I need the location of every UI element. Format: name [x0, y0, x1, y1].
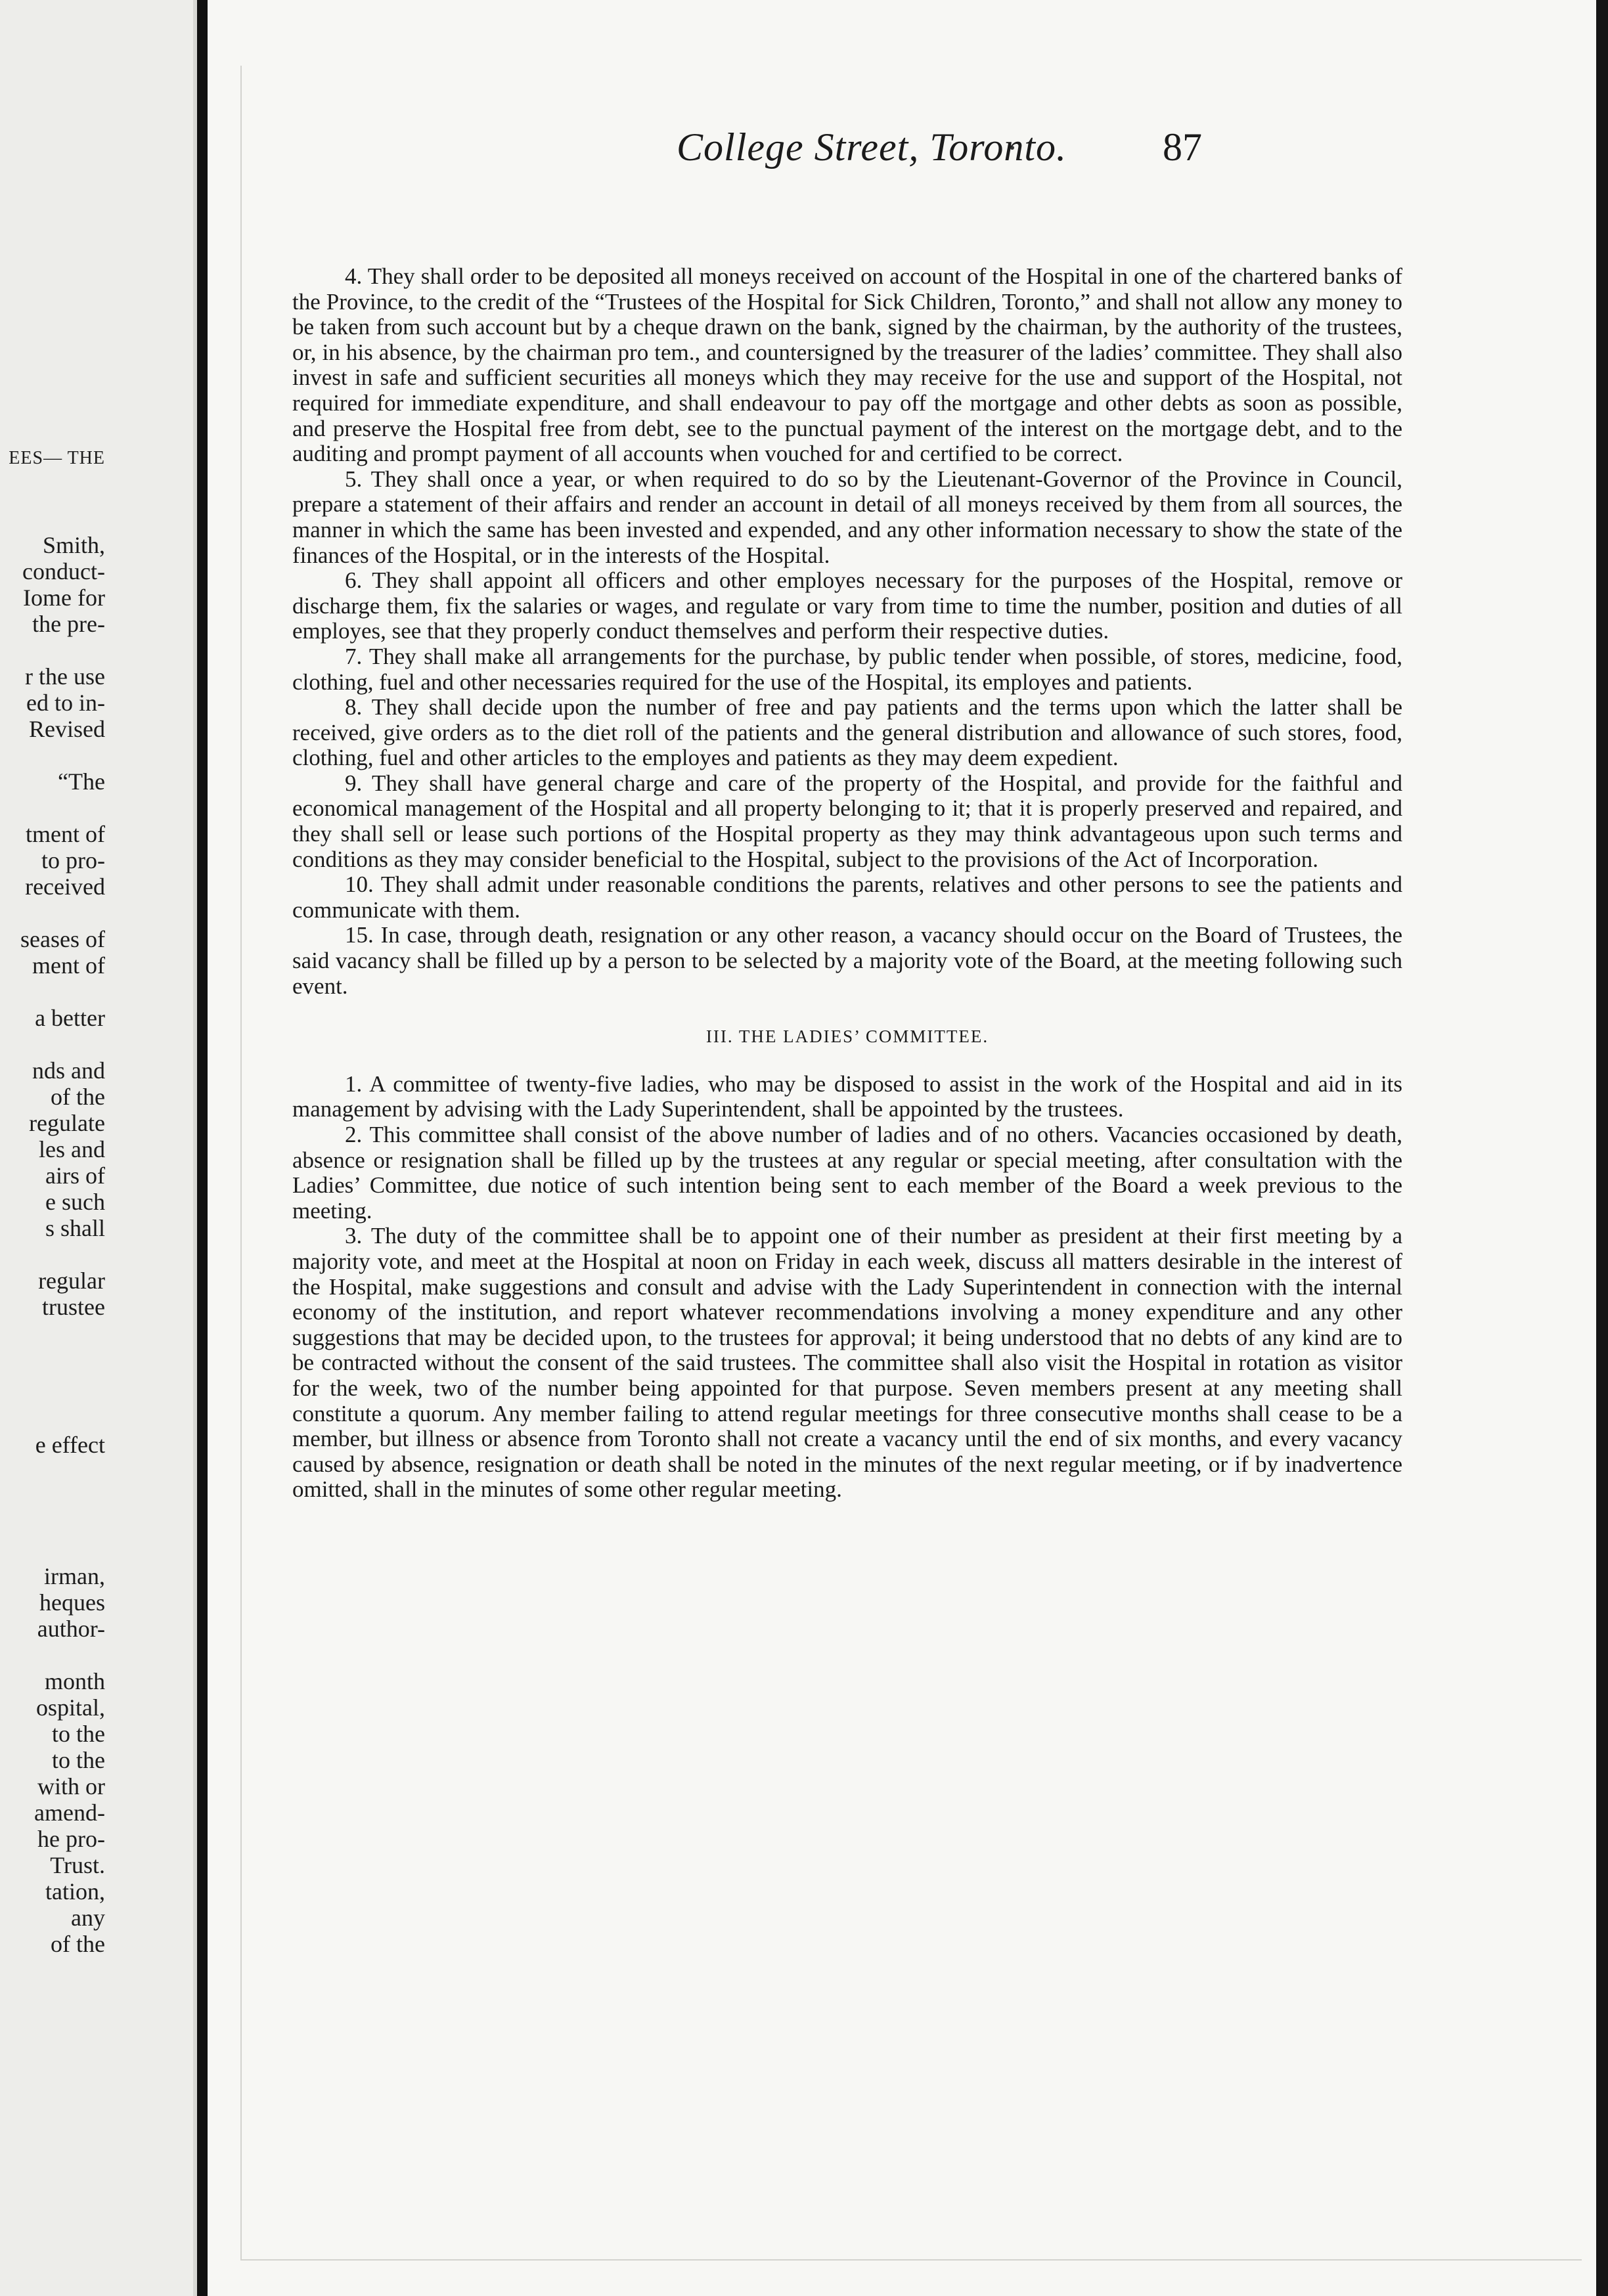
facing-page-fragment: Iome for	[23, 585, 105, 611]
paragraph: 7. They shall make all arrangements for the purchase, by public tender when possible, of stores, medicine, food, clothing, fuel and other necessaries required for the use of the Hospital, its employes and patients.	[292, 643, 1402, 695]
paragraph: 10. They shall admit under reasonable conditions the parents, relatives and other persons to see the patients and communicate with them.	[292, 872, 1402, 923]
facing-page-fragment: EES— THE	[9, 448, 105, 468]
facing-page-text	[0, 0, 197, 2296]
paragraph: 3. The duty of the committee shall be to appoint one of their number as president at their first meeting by a majority vote, and meet at the Hospital at noon on Friday in each week, discuss all matters desirable in the interest of the Hospital, make suggestions and consult and advise with the Lady Superintendent in connection with the internal economy of the institution, and report whatever recommendations involving a money expenditure and any other suggestions that may be decided upon, to the trustees for approval; it being understood that no debts of any kind are to be contracted without the consent of the said trustees. The committee shall also visit the Hospital in rotation as visitor for the week, two of the number being appointed for that purpose. Seven members present at any meeting shall constitute a quorum. Any member failing to attend regular meetings for three consecutive months shall cease to be a member, but illness or absence from Toronto shall not create a vacancy until the end of six months, and every vacancy caused by absence, resignation or death shall be noted in the minutes of the next regular meeting, or if by inadvertence omitted, shall in the minutes of some other regular meeting.	[292, 1223, 1402, 1503]
facing-page-fragment: with or	[37, 1773, 105, 1799]
facing-page-fragment: ospital,	[36, 1694, 105, 1721]
facing-page-fragment: of the	[51, 1931, 105, 1957]
facing-page-fragment: author-	[37, 1616, 105, 1642]
facing-page-fragment: month	[44, 1668, 105, 1694]
facing-page-fragment: heques	[39, 1589, 105, 1616]
paragraph: 2. This committee shall consist of the above number of ladies and of no others. Vacancies occasioned by death, absence or resignation shall be filled up by the trustees at any regular or special meeting, after consultation with the Ladies’ Committee, due notice of such intention being sent to each member of the Board a week previous to the meeting.	[292, 1122, 1402, 1224]
paragraph: 1. A committee of twenty-five ladies, who may be disposed to assist in the work of the Hospital and aid in its management by advising with the Lady Superintendent, shall be appointed by the trustees.	[292, 1071, 1402, 1122]
facing-page-fragment: to the	[52, 1747, 105, 1773]
paragraph: 15. In case, through death, resignation or any other reason, a vacancy should occur on the Board of Trustees, the said vacancy shall be filled up by a person to be selected by a majority vote of the Board, at the meeting following such event.	[292, 922, 1402, 999]
facing-page-fragment: Trust.	[50, 1852, 105, 1878]
facing-page-fragment: ed to in-	[26, 690, 105, 716]
facing-page-fragment: received	[25, 873, 105, 900]
facing-page-fragment: e effect	[35, 1432, 105, 1458]
paragraph: 6. They shall appoint all officers and other employes necessary for the purposes of the Hospital, remove or discharge them, fix the salaries or wages, and regulate or vary from time to time the number, position and duties of all employes, see that they properly conduct themselves and perform their respective duties.	[292, 567, 1402, 644]
facing-page-fragment: trustee	[42, 1294, 105, 1320]
page-gutter-shadow	[197, 0, 208, 2296]
facing-page-fragment: e such	[45, 1189, 105, 1215]
facing-page-fragment: les and	[39, 1136, 105, 1162]
running-head: College Street, Toronto.	[677, 125, 1067, 169]
facing-page-fragment: seases of	[20, 926, 105, 952]
facing-page-fragment: of the	[51, 1084, 105, 1110]
facing-page-fragment: regular	[38, 1268, 105, 1294]
facing-page-fragment: to the	[52, 1721, 105, 1747]
page-right-edge	[1596, 0, 1608, 2296]
page-number: 87	[1163, 125, 1202, 169]
paragraph: 8. They shall decide upon the number of free and pay patients and the terms upon which the latter shall be received, give orders as to the diet roll of the patients and the general distribution and allowance of such stores, food, clothing, fuel and other articles to the employes and patients as they may deem expedient.	[292, 694, 1402, 771]
facing-page-fragment: tation,	[45, 1878, 105, 1905]
facing-page-fragment: regulate	[29, 1110, 105, 1136]
facing-page-fragment: nds and	[32, 1057, 105, 1084]
facing-page-fragment: airs of	[45, 1162, 105, 1189]
paragraph: 5. They shall once a year, or when required to do so by the Lieutenant-Governor of the Province in Council, prepare a statement of their affairs and render an account in detail of all moneys received by them from all sources, the manner in which the same has been invested and expended, and any other information necessary to show the state of the finances of the Hospital, or in the interests of the Hospital.	[292, 466, 1402, 568]
facing-page-fragment: any	[71, 1905, 105, 1931]
facing-page-fragment: s shall	[45, 1215, 105, 1241]
facing-page-fragment: tment of	[26, 821, 105, 847]
facing-page-fragment: Revised	[29, 716, 105, 742]
facing-page-fragment: ment of	[32, 952, 105, 979]
facing-page-fragment: Smith,	[42, 532, 105, 558]
paragraph: 4. They shall order to be deposited all moneys received on account of the Hospital in one of the chartered banks of the Province, to the credit of the “Trustees of the Hospital for Sick Children, Toronto,” and shall not allow any money to be taken from such account but by a cheque drawn on the bank, signed by the chairman, by the authority of the trustees, or, in his absence, by the chairman pro tem., and countersigned by the treasurer of the ladies’ committee. They shall also invest in safe and sufficient securities all moneys which they may receive for the use and support of the Hospital, not required for immediate expenditure, and shall endeavour to pay off the mortgage and other debts as soon as possible, and preserve the Hospital free from debt, see to the punctual payment of the interest on the mortgage debt, and to the auditing and prompt payment of all accounts when vouched for and certified to be correct.	[292, 263, 1402, 467]
facing-page-fragment: r the use	[25, 663, 105, 690]
page-header	[460, 125, 1379, 177]
body-text	[292, 264, 1402, 1503]
facing-page-fragment: amend-	[34, 1799, 105, 1826]
paragraph: 9. They shall have general charge and care of the property of the Hospital, and provide for the faithful and economical management of the Hospital and all property belonging to it; that it is properly preserved and repaired, and they shall sell or lease such portions of the Hospital property as they may think advantageous upon such terms and conditions as they may consider beneficial to the Hospital, subject to the provisions of the Act of Incorporation.	[292, 770, 1402, 872]
facing-page-fragment: the pre-	[32, 611, 105, 637]
facing-page-fragment: “The	[58, 768, 105, 795]
facing-page-fragment: irman,	[44, 1563, 105, 1589]
facing-page	[0, 0, 197, 2296]
facing-page-fragment: a better	[35, 1005, 105, 1031]
facing-page-fragment: conduct-	[22, 558, 105, 585]
section-heading: III. THE LADIES’ COMMITTEE.	[705, 1027, 989, 1047]
facing-page-fragment: he pro-	[37, 1826, 105, 1852]
facing-page-fragment: to pro-	[41, 847, 105, 873]
